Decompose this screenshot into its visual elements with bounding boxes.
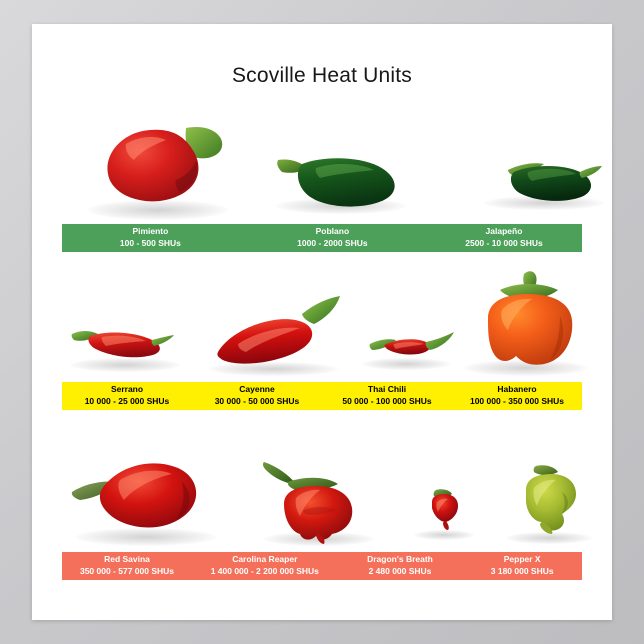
- pepper-label-red-savina: Red Savina 350 000 - 577 000 SHUs: [79, 554, 175, 576]
- pepper-pimiento-icon: [90, 118, 240, 208]
- pepper-row-2: [32, 262, 612, 432]
- pepper-red-savina-icon: [70, 444, 220, 539]
- pepper-poblano-icon: [272, 144, 412, 214]
- page-title: Scoville Heat Units: [231, 64, 413, 87]
- heat-band-1: [62, 224, 582, 252]
- pepper-label-pepper-x: Pepper X 3 180 000 SHUs: [490, 554, 554, 576]
- pepper-label-carolina-reaper: Carolina Reaper 1 400 000 - 2 200 000 SHUs: [210, 554, 319, 576]
- pepper-jalapeno-icon: [484, 150, 609, 210]
- pepper-label-dragons-breath: Dragon's Breath 2 480 000 SHUs: [367, 554, 433, 576]
- pepper-label-cayenne: Cayenne 30 000 - 50 000 SHUs: [214, 384, 300, 406]
- pepper-dragons-breath-icon: [420, 488, 470, 534]
- pepper-thai-chili-icon: [364, 324, 459, 364]
- pepper-habanero-icon: [464, 268, 594, 373]
- pepper-row-1: [32, 96, 612, 256]
- pepper-label-serrano: Serrano 10 000 - 25 000 SHUs: [84, 384, 170, 406]
- pepper-label-habanero: Habanero 100 000 - 350 000 SHUs: [469, 384, 565, 406]
- heat-band-3: [62, 552, 582, 580]
- pepper-label-poblano: Poblano 1000 - 2000 SHUs: [297, 226, 368, 248]
- pepper-label-jalapeno: Jalapeño 2500 - 10 000 SHUs: [465, 226, 543, 248]
- pepper-row-3: [32, 436, 612, 604]
- poster: [32, 24, 612, 620]
- pepper-label-pimiento: Pimiento 100 - 500 SHUs: [119, 226, 181, 248]
- pepper-label-thai-chili: Thai Chili 50 000 - 100 000 SHUs: [342, 384, 432, 406]
- pepper-pepper-x-icon: [506, 464, 596, 542]
- pepper-serrano-icon: [70, 320, 180, 368]
- heat-band-2: [62, 382, 582, 410]
- pepper-carolina-reaper-icon: [258, 458, 378, 548]
- pepper-cayenne-icon: [208, 294, 348, 374]
